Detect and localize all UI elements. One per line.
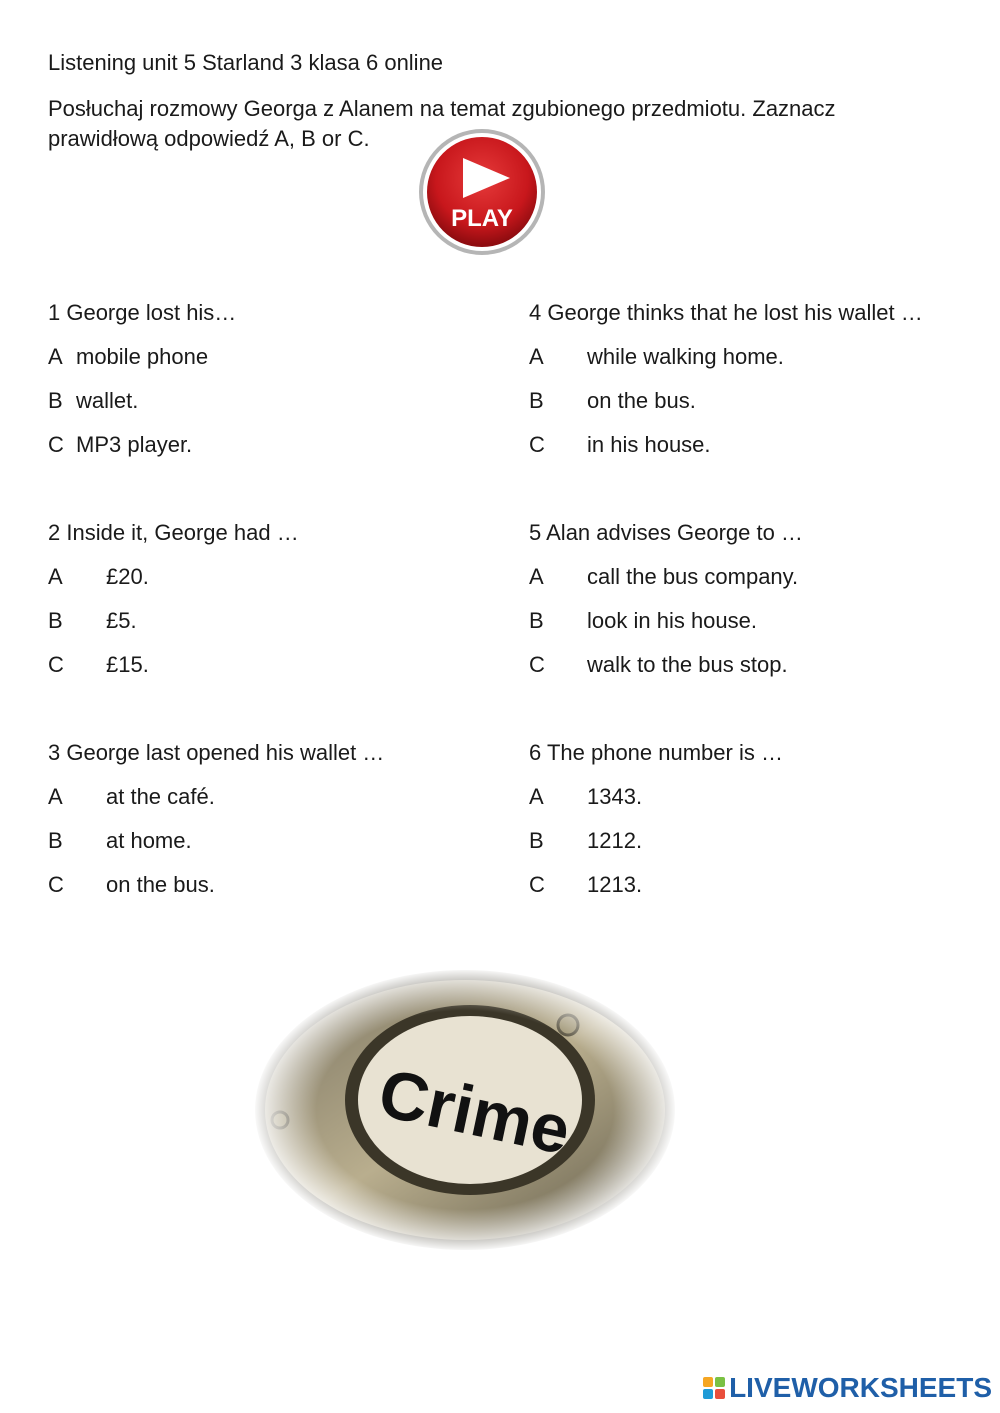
brand-name: LIVEWORKSHEETS <box>729 1372 992 1403</box>
option-letter: A <box>48 564 63 589</box>
answer-option[interactable] <box>529 608 757 634</box>
option-letter: B <box>529 608 544 633</box>
answer-option[interactable] <box>529 828 643 854</box>
crime-handcuffs-image <box>250 960 680 1260</box>
option-letter: B <box>48 388 63 413</box>
answer-option[interactable] <box>48 652 149 678</box>
option-letter: C <box>48 872 64 897</box>
option-letter: A <box>529 784 544 809</box>
option-letter: B <box>529 388 544 413</box>
option-text: look in his house. <box>587 608 757 633</box>
option-letter: A <box>529 564 544 589</box>
option-text: 1343. <box>587 784 643 809</box>
option-text: mobile phone <box>76 344 209 369</box>
play-icon <box>418 128 546 256</box>
option-text: walk to the bus stop. <box>587 652 788 677</box>
option-text: at home. <box>106 828 192 853</box>
option-text: on the bus. <box>106 872 215 897</box>
answer-option[interactable] <box>529 784 643 810</box>
option-letter: C <box>48 432 64 457</box>
answer-option[interactable] <box>529 564 799 590</box>
option-letter: A <box>48 784 63 809</box>
option-letter: C <box>529 872 545 897</box>
answer-option[interactable] <box>48 564 149 590</box>
option-letter: A <box>529 344 544 369</box>
answer-option[interactable] <box>529 344 784 370</box>
option-text: wallet. <box>76 388 139 413</box>
option-letter: A <box>48 344 63 369</box>
question-prompt: 6 The phone number is … <box>529 740 783 765</box>
instruction-text: Posłuchaj rozmowy Georga z Alanem na temat zgubionego przedmiotu. Zaznacz prawidłową odpowiedź A, B or C. <box>48 96 836 151</box>
liveworksheets-logo-icon <box>703 1377 725 1399</box>
option-letter: B <box>48 608 63 633</box>
option-letter: C <box>529 432 545 457</box>
option-text: £15. <box>106 652 149 677</box>
option-text: £5. <box>106 608 137 633</box>
option-letter: C <box>529 652 545 677</box>
option-text: in his house. <box>587 432 711 457</box>
option-text: £20. <box>106 564 149 589</box>
play-label: PLAY <box>451 205 513 232</box>
option-text: on the bus. <box>587 388 696 413</box>
play-button[interactable] <box>418 128 546 256</box>
liveworksheets-brand[interactable] <box>703 1373 992 1403</box>
option-letter: C <box>48 652 64 677</box>
question-prompt: 3 George last opened his wallet … <box>48 740 385 765</box>
question-prompt: 1 George lost his… <box>48 300 237 325</box>
answer-option[interactable] <box>529 652 788 678</box>
worksheet-title: Listening unit 5 Starland 3 klasa 6 online <box>48 50 444 75</box>
option-text: MP3 player. <box>76 432 193 457</box>
answer-option[interactable] <box>529 872 643 898</box>
option-letter: B <box>48 828 63 853</box>
option-letter: B <box>529 828 544 853</box>
answer-option[interactable] <box>48 388 139 414</box>
question-prompt: 5 Alan advises George to … <box>529 520 803 545</box>
answer-option[interactable] <box>48 344 209 370</box>
question-prompt: 2 Inside it, George had … <box>48 520 299 545</box>
answer-option[interactable] <box>529 432 711 458</box>
answer-option[interactable] <box>48 432 193 458</box>
option-text: call the bus company. <box>587 564 799 589</box>
option-text: while walking home. <box>587 344 784 369</box>
option-text: 1213. <box>587 872 643 897</box>
answer-option[interactable] <box>48 828 192 854</box>
answer-option[interactable] <box>48 608 137 634</box>
option-text: at the café. <box>106 784 215 809</box>
answer-option[interactable] <box>48 784 215 810</box>
answer-option[interactable] <box>48 872 215 898</box>
answer-option[interactable] <box>529 388 696 414</box>
option-text: 1212. <box>587 828 643 853</box>
question-prompt: 4 George thinks that he lost his wallet … <box>529 300 923 325</box>
